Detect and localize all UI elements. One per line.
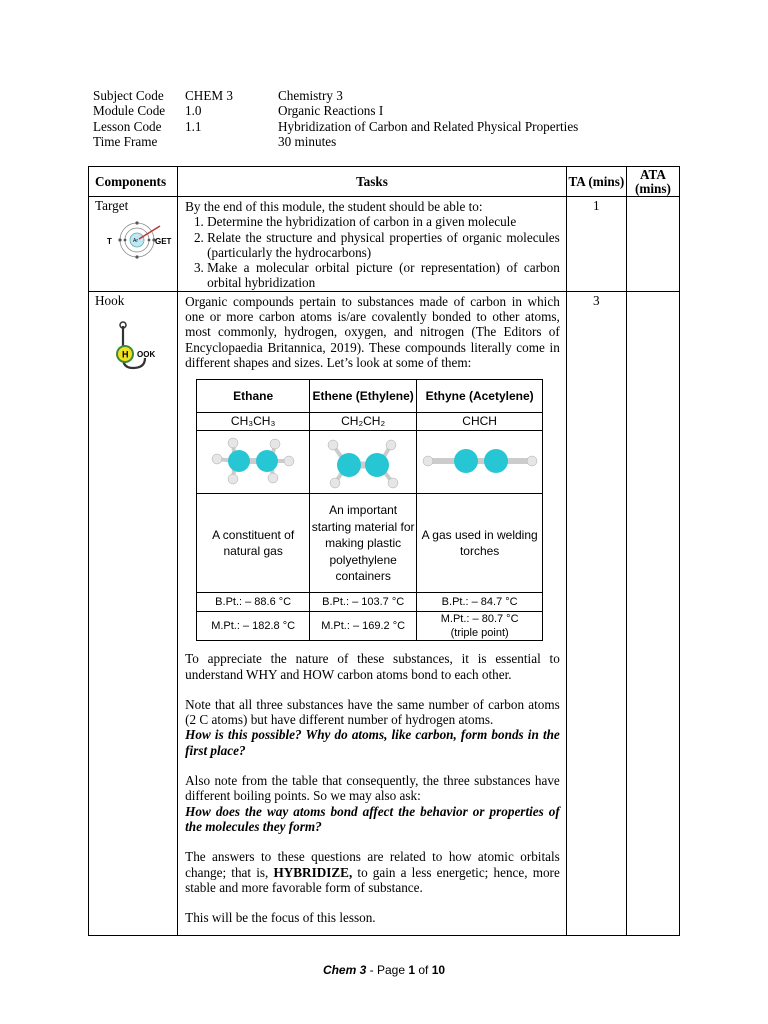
page-footer — [0, 963, 768, 978]
target-intro: By the end of this module, the student should be able to: — [185, 199, 483, 214]
header-label: Lesson Code — [93, 118, 162, 134]
melting-point-value: M.Pt.: – 182.8 °C — [211, 620, 296, 633]
melting-point-note: (triple point) — [450, 627, 509, 640]
objective-item: 1. Determine the hybridization of carbon in a given molecule — [207, 214, 560, 229]
hook-ta-cell: 3 — [566, 291, 626, 935]
target-row — [89, 197, 680, 292]
target-icon — [105, 221, 175, 259]
header-label: Module Code — [93, 103, 166, 119]
molecule-name: Ethyne (Acetylene) — [417, 380, 543, 413]
molecule-formula-row — [197, 413, 543, 431]
target-tasks-cell — [178, 197, 567, 292]
lesson-table — [88, 166, 680, 936]
footer-total: 10 — [431, 963, 446, 977]
molecule-formula: CH₃CH₃ — [197, 413, 310, 431]
boiling-point: B.Pt.: – 103.7 °C — [310, 593, 417, 612]
header-value: Hybridization of Carbon and Related Physical Properties — [278, 118, 579, 134]
table-header-row — [89, 167, 680, 197]
components-header: Components — [89, 167, 178, 197]
melting-point-value: M.Pt.: – 169.2 °C — [321, 620, 406, 633]
target-label: Target — [95, 198, 129, 213]
ethane-model-cell — [197, 430, 310, 494]
tasks-header: Tasks — [178, 167, 567, 197]
hook-question: How does the way atoms bond affect the behavior or properties of the molecules they form? — [185, 803, 560, 834]
ethyne-model — [420, 431, 540, 489]
molecule-image-row — [197, 430, 543, 494]
ta-header: TA (mins) — [566, 167, 626, 197]
ata-header: ATA (mins) — [626, 167, 679, 197]
header-code — [185, 134, 278, 149]
hook-paragraph: This will be the focus of this lesson. — [185, 910, 376, 926]
objective-item: 3. Make a molecular orbital picture (or representation) of carbon orbital hybridization — [207, 260, 560, 291]
header-label: Subject Code — [93, 88, 164, 103]
footer-page: 1 — [408, 963, 416, 977]
header-value: Organic Reactions I — [278, 103, 384, 119]
molecule-name-row — [197, 380, 543, 413]
melting-point-value: M.Pt.: – 80.7 °C — [440, 613, 519, 626]
molecule-formula: CHCH — [417, 413, 543, 431]
hook-paragraph: Note that all three substances have the same number of carbon atoms (2 C atoms) but have different number of hydrogen atoms. — [185, 696, 560, 728]
footer-of: of — [415, 963, 432, 977]
hook-icon — [103, 320, 163, 372]
boiling-point: B.Pt.: – 84.7 °C — [417, 593, 543, 612]
ethane-model — [203, 431, 303, 489]
hook-label: Hook — [95, 292, 125, 308]
molecule-description-row — [197, 494, 543, 593]
hook-paragraph-text: The answers to these questions are related to how atomic orbitals change; that is, — [185, 849, 560, 880]
objective-item: 2. Relate the structure and physical properties of organic molecules (particularly the hydrocarbons) — [207, 230, 560, 261]
molecule-description: A constituent of natural gas — [197, 494, 310, 593]
hook-paragraph: To appreciate the nature of these substances, it is essential to understand WHY and HOW carbon atoms bond to each other. — [185, 651, 560, 682]
target-icon-ar: Ar — [133, 238, 138, 245]
molecule-name: Ethane — [197, 380, 310, 413]
ethene-model-cell — [310, 430, 417, 494]
header-row — [93, 88, 578, 103]
target-component-cell — [89, 197, 178, 292]
header-row — [93, 119, 578, 134]
hook-icon-ook: OOK — [137, 350, 156, 360]
target-icon-t: T — [107, 237, 112, 247]
hook-question: How is this possible? Why do atoms, like carbon, form bonds in the first place? — [185, 727, 560, 758]
header-row — [93, 103, 578, 118]
hook-intro: Organic compounds pertain to substances made of carbon in which one or more carbon atoms is/are covalently bonded to other atoms, most commonly, hydrogen, oxygen, and nitrogen (The Editors of Encyclopaedia Britannica, 2019). These compounds literally come in different shapes and sizes. Let’s look at some of them: — [185, 293, 560, 370]
boiling-point: B.Pt.: – 88.6 °C — [197, 593, 310, 612]
melting-point-row — [197, 612, 543, 641]
header-code: 1.1 — [185, 118, 202, 134]
hook-paragraph — [185, 849, 560, 895]
melting-point — [310, 612, 417, 641]
boiling-point-row — [197, 593, 543, 612]
molecule-formula: CH₂CH₂ — [310, 413, 417, 431]
ethene-model — [313, 431, 413, 489]
hook-paragraph-text: to gain a less energetic; hence, more stable and more favorable form of substance. — [185, 864, 560, 895]
hybridize-emphasis: HYBRIDIZE, — [273, 864, 353, 880]
melting-point — [197, 612, 310, 641]
header-label: Time Frame — [93, 134, 158, 150]
molecule-name: Ethene (Ethylene) — [310, 380, 417, 413]
hook-ata-cell — [626, 291, 679, 935]
header-code: CHEM 3 — [185, 88, 233, 103]
molecule-table — [196, 379, 543, 641]
lesson-header — [93, 88, 578, 150]
molecule-description: An important starting material for making plastic polyethylene containers — [310, 494, 417, 593]
footer-course: Chem 3 — [322, 963, 367, 977]
hook-paragraph: Also note from the table that consequently, the three substances have different boiling points. So we may also ask: — [185, 773, 560, 804]
header-value: 30 minutes — [278, 134, 337, 150]
objectives-list — [185, 214, 560, 290]
hook-icon-h: H — [122, 349, 129, 360]
header-value: Chemistry 3 — [278, 88, 343, 103]
hook-tasks-cell — [178, 291, 567, 935]
hook-row — [89, 291, 680, 935]
target-icon-get: GET — [155, 237, 172, 247]
footer-sep: - Page — [366, 963, 409, 977]
hook-component-cell — [89, 291, 178, 935]
melting-point — [417, 612, 543, 641]
header-row — [93, 134, 578, 149]
header-code: 1.0 — [185, 103, 202, 119]
ethyne-model-cell — [417, 430, 543, 494]
target-ta-cell: 1 — [566, 197, 626, 292]
target-ata-cell — [626, 197, 679, 292]
molecule-description: A gas used in welding torches — [417, 494, 543, 593]
